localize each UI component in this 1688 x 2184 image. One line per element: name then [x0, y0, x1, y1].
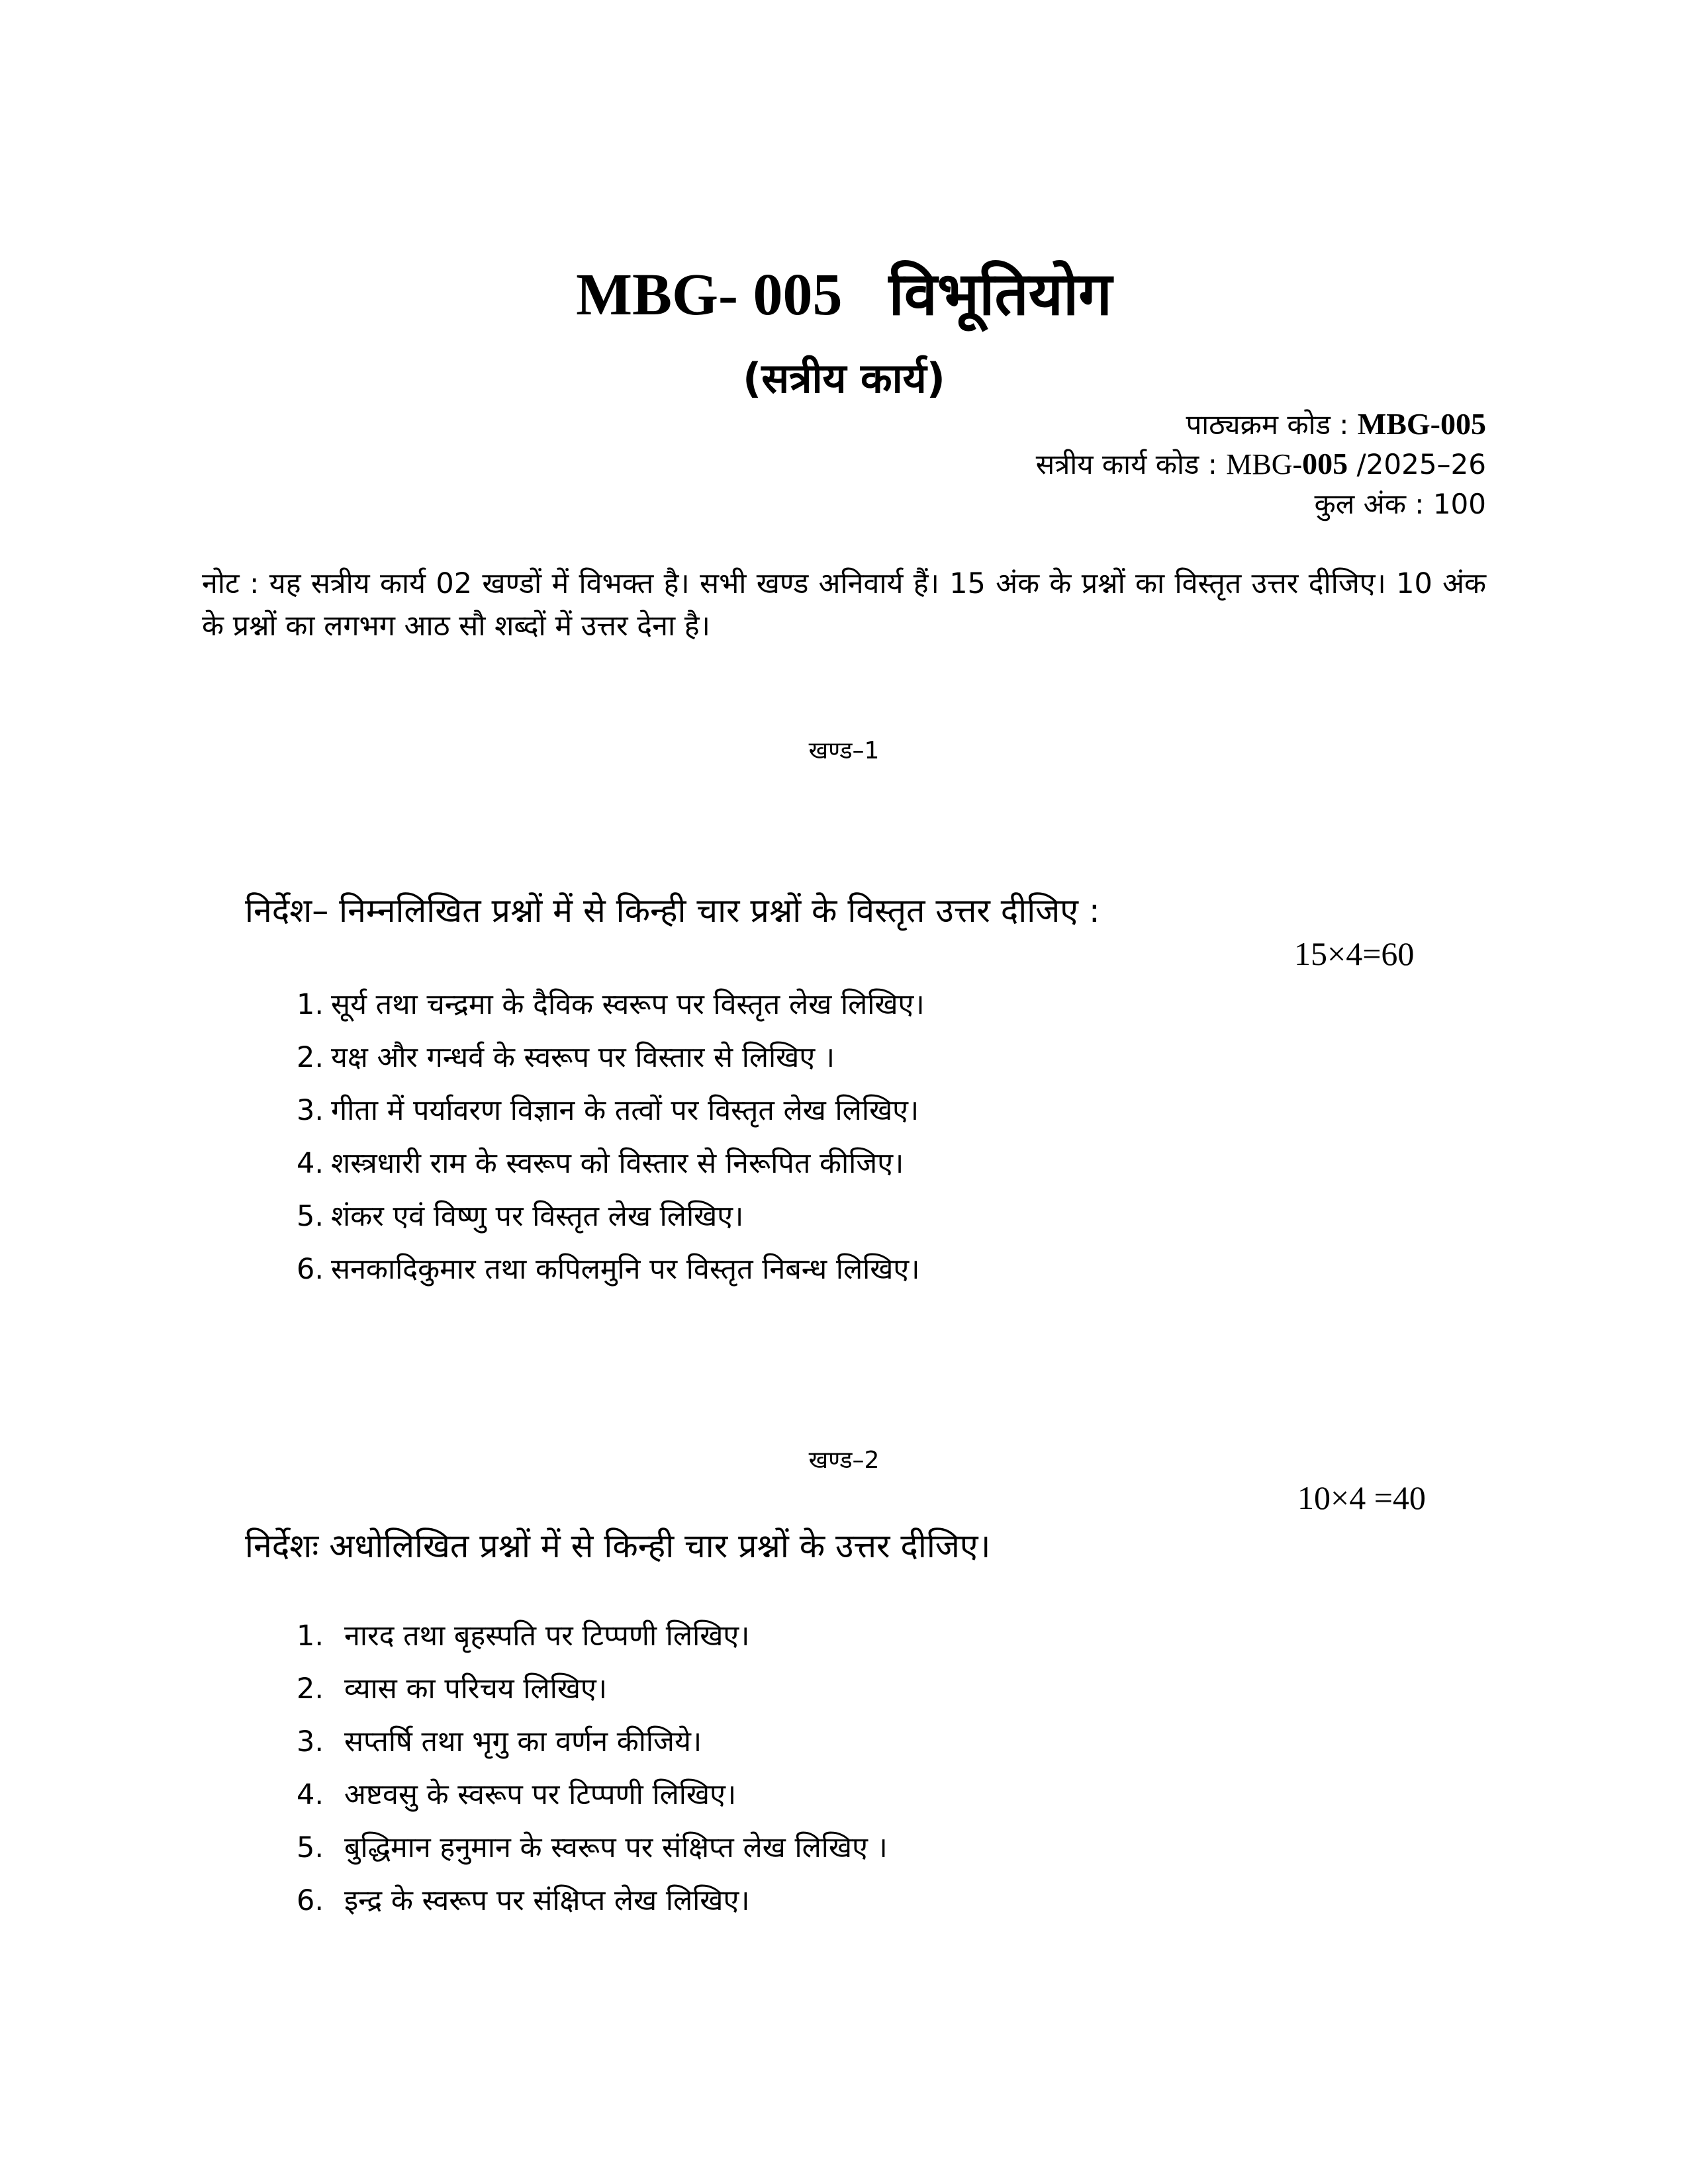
list-item: 2. यक्ष और गन्धर्व के स्वरूप पर विस्तार से लिखिए । — [297, 1041, 835, 1074]
course-code-label: पाठ्यक्रम कोड : — [1186, 408, 1349, 441]
section-2-question-list — [297, 1610, 888, 1927]
section-2-instruction: निर्देशः अधोलिखित प्रश्नों में से किन्ही चार प्रश्नों के उत्तर दीजिए। — [245, 1527, 991, 1565]
list-item: 6. इन्द्र के स्वरूप पर संक्षिप्त लेख लिखिए। — [297, 1884, 750, 1917]
assignment-code-line — [1036, 445, 1486, 482]
list-item: 1. सूर्य तथा चन्द्रमा के दैविक स्वरूप पर विस्तृत लेख लिखिए। — [297, 988, 925, 1021]
instructions-note: नोट : यह सत्रीय कार्य 02 खण्डों में विभक्त है। सभी खण्ड अनिवार्य हैं। 15 अंक के प्रश्नों का विस्तृत उत्तर दीजिए। 10 अंक के प्रश्नों का लगभग आठ सौ शब्दों में उत्तर देना है। — [202, 567, 1486, 643]
assignment-code-label: सत्रीय कार्य कोड : — [1035, 448, 1217, 480]
list-item: 4. अष्टवसु के स्वरूप पर टिप्पणी लिखिए। — [297, 1778, 737, 1811]
total-marks-line — [1315, 484, 1486, 522]
course-code-value: MBG-005 — [1357, 407, 1486, 441]
section-1-question-list — [297, 978, 925, 1296]
section-2-heading: खण्ड–2 — [808, 1447, 880, 1474]
assignment-code-number: 005 — [1302, 447, 1348, 480]
list-item: 5. शंकर एवं विष्णु पर विस्तृत लेख लिखिए। — [297, 1200, 744, 1233]
list-item: 3. गीता में पर्यावरण विज्ञान के तत्वों पर विस्तृत लेख लिखिए। — [297, 1094, 919, 1127]
course-code-line — [1186, 405, 1486, 443]
list-item: 4. शस्त्रधारी राम के स्वरूप को विस्तार से निरूपित कीजिए। — [297, 1147, 904, 1180]
list-item: 3. सप्तर्षि तथा भृगु का वर्णन कीजिये। — [297, 1725, 702, 1758]
page-subtitle: (सत्रीय कार्य) — [742, 354, 946, 402]
assignment-code-prefix: MBG- — [1226, 448, 1303, 480]
page-title — [0, 251, 1688, 332]
list-item: 5. बुद्धिमान हनुमान के स्वरूप पर संक्षिप्त लेख लिखिए । — [297, 1831, 888, 1864]
section-1-instruction: निर्देश– निम्नलिखित प्रश्नों में से किन्ही चार प्रश्नों के विस्तृत उत्तर दीजिए : — [245, 891, 1100, 930]
section-1-marks: 15×4=60 — [1294, 935, 1415, 972]
title-course-name: विभूतियोग — [888, 259, 1112, 329]
total-marks-value: 100 — [1432, 488, 1486, 520]
list-item: 2. व्यास का परिचय लिखिए। — [297, 1672, 608, 1706]
section-1-heading: खण्ड–1 — [808, 737, 880, 764]
list-item: 6. सनकादिकुमार तथा कपिलमुनि पर विस्तृत निबन्ध लिखिए। — [297, 1253, 920, 1286]
total-marks-label: कुल अंक : — [1314, 488, 1425, 520]
section-2-marks: 10×4 =40 — [1297, 1479, 1426, 1516]
title-course-code: MBG- 005 — [576, 262, 843, 328]
assignment-code-year: /2025–26 — [1348, 448, 1486, 480]
list-item: 1. नारद तथा बृहस्पति पर टिप्पणी लिखिए। — [297, 1619, 750, 1653]
